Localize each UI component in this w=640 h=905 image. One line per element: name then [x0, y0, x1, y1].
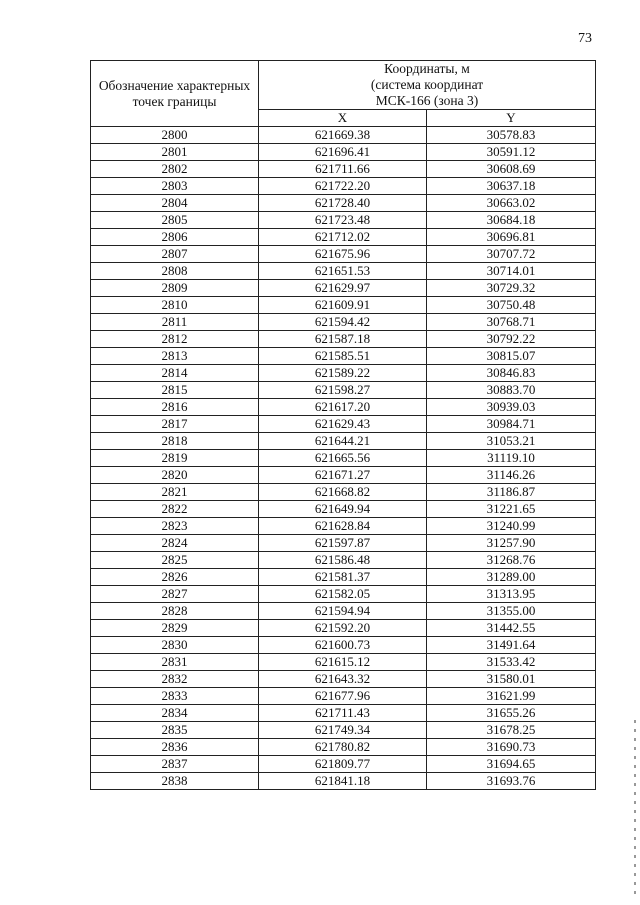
- y-coordinate-cell: 31655.26: [427, 705, 596, 722]
- y-coordinate-cell: 30608.69: [427, 161, 596, 178]
- x-coordinate-cell: 621629.43: [259, 416, 427, 433]
- header-coords-system: (система координат: [370, 77, 484, 92]
- table-row: [91, 382, 596, 399]
- y-coordinate-cell: 31678.25: [427, 722, 596, 739]
- point-id-cell: 2813: [91, 348, 259, 365]
- x-coordinate-cell: 621581.37: [259, 569, 427, 586]
- table-row: [91, 280, 596, 297]
- x-coordinate-cell: 621723.48: [259, 212, 427, 229]
- x-coordinate-cell: 621643.32: [259, 671, 427, 688]
- point-id-cell: 2825: [91, 552, 259, 569]
- table-row: [91, 365, 596, 382]
- x-coordinate-cell: 621696.41: [259, 144, 427, 161]
- x-coordinate-cell: 621649.94: [259, 501, 427, 518]
- y-coordinate-cell: 30714.01: [427, 263, 596, 280]
- x-coordinate-cell: 621722.20: [259, 178, 427, 195]
- x-coordinate-cell: 621594.42: [259, 314, 427, 331]
- x-coordinate-cell: 621675.96: [259, 246, 427, 263]
- y-coordinate-cell: 31621.99: [427, 688, 596, 705]
- x-coordinate-cell: 621594.94: [259, 603, 427, 620]
- point-id-cell: 2832: [91, 671, 259, 688]
- x-coordinate-cell: 621615.12: [259, 654, 427, 671]
- y-coordinate-cell: 31533.42: [427, 654, 596, 671]
- point-id-cell: 2835: [91, 722, 259, 739]
- y-coordinate-cell: 30684.18: [427, 212, 596, 229]
- y-coordinate-cell: 30591.12: [427, 144, 596, 161]
- table-row: [91, 739, 596, 756]
- table-row: [91, 433, 596, 450]
- table-row: [91, 450, 596, 467]
- y-coordinate-cell: 30846.83: [427, 365, 596, 382]
- x-coordinate-cell: 621628.84: [259, 518, 427, 535]
- scan-edge-marks: [634, 720, 636, 900]
- point-id-cell: 2834: [91, 705, 259, 722]
- x-coordinate-cell: 621582.05: [259, 586, 427, 603]
- y-coordinate-cell: 31442.55: [427, 620, 596, 637]
- header-coords-zone: МСК-166 (зона 3): [375, 93, 479, 108]
- table-row: [91, 586, 596, 603]
- point-id-cell: 2817: [91, 416, 259, 433]
- table-row: [91, 144, 596, 161]
- table-row: [91, 688, 596, 705]
- table-row: [91, 416, 596, 433]
- point-id-cell: 2820: [91, 467, 259, 484]
- table-row: [91, 195, 596, 212]
- y-coordinate-cell: 31268.76: [427, 552, 596, 569]
- table-row: [91, 637, 596, 654]
- point-id-cell: 2802: [91, 161, 259, 178]
- table-header: [91, 61, 596, 127]
- table-row: [91, 705, 596, 722]
- point-id-cell: 2822: [91, 501, 259, 518]
- y-coordinate-cell: 31693.76: [427, 773, 596, 790]
- point-id-cell: 2805: [91, 212, 259, 229]
- point-id-cell: 2809: [91, 280, 259, 297]
- coordinates-table: [90, 60, 596, 790]
- y-coordinate-cell: 30696.81: [427, 229, 596, 246]
- point-id-cell: 2831: [91, 654, 259, 671]
- point-id-cell: 2833: [91, 688, 259, 705]
- point-id-cell: 2838: [91, 773, 259, 790]
- x-coordinate-cell: 621589.22: [259, 365, 427, 382]
- y-coordinate-cell: 31313.95: [427, 586, 596, 603]
- point-id-cell: 2812: [91, 331, 259, 348]
- x-coordinate-cell: 621749.34: [259, 722, 427, 739]
- y-coordinate-cell: 31186.87: [427, 484, 596, 501]
- table-row: [91, 127, 596, 144]
- page-number: 73: [578, 31, 592, 46]
- y-coordinate-cell: 30883.70: [427, 382, 596, 399]
- y-coordinate-cell: 30729.32: [427, 280, 596, 297]
- y-coordinate-cell: 30707.72: [427, 246, 596, 263]
- table-row: [91, 722, 596, 739]
- table-row: [91, 263, 596, 280]
- y-coordinate-cell: 31240.99: [427, 518, 596, 535]
- x-coordinate-cell: 621651.53: [259, 263, 427, 280]
- x-coordinate-cell: 621712.02: [259, 229, 427, 246]
- y-coordinate-cell: 31694.65: [427, 756, 596, 773]
- y-coordinate-cell: 30815.07: [427, 348, 596, 365]
- x-coordinate-cell: 621665.56: [259, 450, 427, 467]
- point-id-cell: 2826: [91, 569, 259, 586]
- table-row: [91, 399, 596, 416]
- header-points: Обозначение характерных точек границы: [91, 61, 259, 127]
- x-coordinate-cell: 621598.27: [259, 382, 427, 399]
- table-row: [91, 331, 596, 348]
- table-row: [91, 314, 596, 331]
- x-coordinate-cell: 621711.66: [259, 161, 427, 178]
- point-id-cell: 2807: [91, 246, 259, 263]
- point-id-cell: 2800: [91, 127, 259, 144]
- table-row: [91, 161, 596, 178]
- x-coordinate-cell: 621841.18: [259, 773, 427, 790]
- x-coordinate-cell: 621644.21: [259, 433, 427, 450]
- point-id-cell: 2821: [91, 484, 259, 501]
- y-coordinate-cell: 30637.18: [427, 178, 596, 195]
- y-coordinate-cell: 31221.65: [427, 501, 596, 518]
- table-body: [91, 127, 596, 790]
- point-id-cell: 2804: [91, 195, 259, 212]
- y-coordinate-cell: 31257.90: [427, 535, 596, 552]
- y-coordinate-cell: 31119.10: [427, 450, 596, 467]
- point-id-cell: 2815: [91, 382, 259, 399]
- y-coordinate-cell: 31053.21: [427, 433, 596, 450]
- y-coordinate-cell: 30750.48: [427, 297, 596, 314]
- point-id-cell: 2810: [91, 297, 259, 314]
- point-id-cell: 2803: [91, 178, 259, 195]
- x-coordinate-cell: 621669.38: [259, 127, 427, 144]
- table-row: [91, 229, 596, 246]
- x-coordinate-cell: 621711.43: [259, 705, 427, 722]
- y-coordinate-cell: 30939.03: [427, 399, 596, 416]
- point-id-cell: 2827: [91, 586, 259, 603]
- y-coordinate-cell: 30792.22: [427, 331, 596, 348]
- y-coordinate-cell: 31355.00: [427, 603, 596, 620]
- x-coordinate-cell: 621592.20: [259, 620, 427, 637]
- table-row: [91, 348, 596, 365]
- point-id-cell: 2814: [91, 365, 259, 382]
- point-id-cell: 2837: [91, 756, 259, 773]
- point-id-cell: 2816: [91, 399, 259, 416]
- header-y: Y: [427, 110, 596, 127]
- table-row: [91, 569, 596, 586]
- point-id-cell: 2824: [91, 535, 259, 552]
- point-id-cell: 2811: [91, 314, 259, 331]
- point-id-cell: 2836: [91, 739, 259, 756]
- table-row: [91, 552, 596, 569]
- point-id-cell: 2808: [91, 263, 259, 280]
- x-coordinate-cell: 621600.73: [259, 637, 427, 654]
- table-row: [91, 603, 596, 620]
- table-row: [91, 620, 596, 637]
- x-coordinate-cell: 621629.97: [259, 280, 427, 297]
- y-coordinate-cell: 30663.02: [427, 195, 596, 212]
- y-coordinate-cell: 31146.26: [427, 467, 596, 484]
- y-coordinate-cell: 31690.73: [427, 739, 596, 756]
- point-id-cell: 2806: [91, 229, 259, 246]
- table-row: [91, 518, 596, 535]
- point-id-cell: 2823: [91, 518, 259, 535]
- point-id-cell: 2818: [91, 433, 259, 450]
- table-row: [91, 654, 596, 671]
- table-row: [91, 773, 596, 790]
- point-id-cell: 2828: [91, 603, 259, 620]
- table-row: [91, 535, 596, 552]
- x-coordinate-cell: 621585.51: [259, 348, 427, 365]
- table-row: [91, 178, 596, 195]
- x-coordinate-cell: 621780.82: [259, 739, 427, 756]
- x-coordinate-cell: 621668.82: [259, 484, 427, 501]
- x-coordinate-cell: 621677.96: [259, 688, 427, 705]
- x-coordinate-cell: 621671.27: [259, 467, 427, 484]
- y-coordinate-cell: 31289.00: [427, 569, 596, 586]
- point-id-cell: 2801: [91, 144, 259, 161]
- header-coords-title: Координаты, м: [384, 61, 470, 76]
- y-coordinate-cell: 31580.01: [427, 671, 596, 688]
- x-coordinate-cell: 621587.18: [259, 331, 427, 348]
- table-row: [91, 246, 596, 263]
- y-coordinate-cell: 31491.64: [427, 637, 596, 654]
- y-coordinate-cell: 30578.83: [427, 127, 596, 144]
- x-coordinate-cell: 621809.77: [259, 756, 427, 773]
- point-id-cell: 2830: [91, 637, 259, 654]
- point-id-cell: 2819: [91, 450, 259, 467]
- x-coordinate-cell: 621597.87: [259, 535, 427, 552]
- x-coordinate-cell: 621617.20: [259, 399, 427, 416]
- table-row: [91, 501, 596, 518]
- x-coordinate-cell: 621728.40: [259, 195, 427, 212]
- y-coordinate-cell: 30984.71: [427, 416, 596, 433]
- table-row: [91, 467, 596, 484]
- x-coordinate-cell: 621586.48: [259, 552, 427, 569]
- x-coordinate-cell: 621609.91: [259, 297, 427, 314]
- y-coordinate-cell: 30768.71: [427, 314, 596, 331]
- table-row: [91, 212, 596, 229]
- point-id-cell: 2829: [91, 620, 259, 637]
- header-coordinates: [259, 61, 596, 110]
- table-row: [91, 484, 596, 501]
- table-row: [91, 297, 596, 314]
- table-row: [91, 756, 596, 773]
- table-row: [91, 671, 596, 688]
- header-x: X: [259, 110, 427, 127]
